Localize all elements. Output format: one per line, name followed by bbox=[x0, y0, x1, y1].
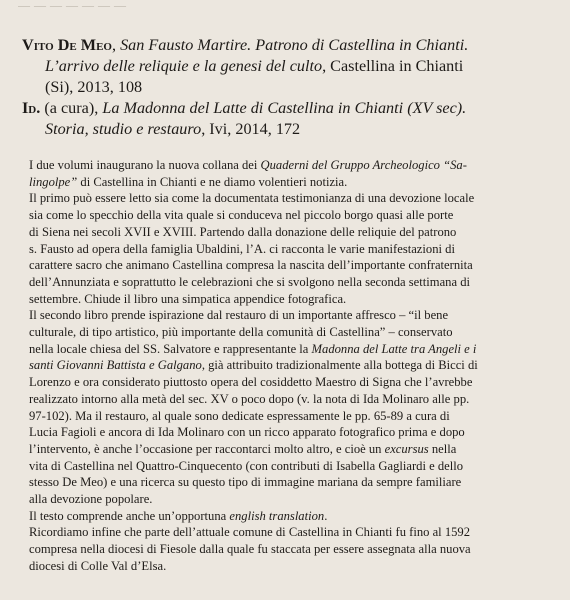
review-line bbox=[29, 541, 549, 558]
review-line bbox=[29, 424, 549, 441]
review-plain-text: realizzato intorno alla metà del sec. XV o poco dopo (v. la nota di Ida Molinaro alle pp. bbox=[29, 391, 470, 406]
review-plain-text: dell’Annunziata e soprattutto le celebrazioni che si svolgono nella seconda settimana di bbox=[29, 274, 470, 289]
review-plain-text: di Siena nei secoli XVII e XVIII. Partendo dalla donazione delle reliquie del patrono bbox=[29, 224, 457, 239]
reference-author: Vito De Meo bbox=[22, 36, 112, 54]
review-plain-text: culturale, di tipo artistico, più importante della comunità di Castellina” – conservato bbox=[29, 325, 453, 340]
reference-title: La Madonna del Latte di Castellina in Chianti (XV sec). bbox=[102, 99, 467, 117]
reference-publication: , Ivi, 2014, 172 bbox=[201, 120, 301, 138]
review-line bbox=[29, 190, 549, 207]
review-plain-text: carattere sacro che animano Castellina compresa la nascita dell’importante confraternita bbox=[29, 258, 473, 273]
review-plain-text: 97-102). Ma il restauro, al quale sono dedicate espressamente le pp. 65-89 a cura di bbox=[29, 408, 450, 423]
review-italic-text: lingolpe” bbox=[29, 174, 78, 189]
reference-author: Id. bbox=[22, 99, 41, 117]
reference-subtitle: Storia, studio e restauro bbox=[45, 120, 202, 138]
review-italic-text: Quaderni del Gruppo Archeologico “Sa- bbox=[260, 158, 467, 172]
review-plain-text: Ricordiamo infine che parte dell’attuale comune di Castellina in Chianti fu fino al 1592 bbox=[29, 525, 471, 540]
review-plain-text: vita di Castellina nel Quattro-Cinquecento (con contributi di Isabella Gagliardi e dello bbox=[29, 458, 464, 473]
review-italic-text: excursus bbox=[384, 441, 429, 456]
reference-publication: , Castellina in Chianti bbox=[322, 57, 464, 75]
review-italic-text: english translation bbox=[229, 508, 325, 523]
review-line bbox=[29, 508, 549, 525]
reference-subtitle: L’arrivo delle reliquie e la genesi del culto bbox=[45, 57, 323, 75]
review-line bbox=[29, 307, 549, 324]
review-text bbox=[29, 157, 549, 575]
review-plain-text: l’intervento, è anche l’occasione per raccontarci molto altro, e cioè un bbox=[29, 441, 385, 456]
review-line bbox=[29, 207, 549, 224]
reference-separator: , bbox=[111, 36, 117, 54]
reference-title-line2 bbox=[22, 56, 562, 77]
review-line bbox=[29, 274, 549, 291]
review-line bbox=[29, 458, 549, 475]
review-plain-text: sia come lo specchio della vita quale si conduceva nel piccolo borgo quasi alle porte bbox=[29, 208, 454, 223]
review-plain-text: Lucia Fagioli e ancora di Ida Molinaro con un ricco apparato fotografico prima e dopo bbox=[29, 425, 465, 440]
reference-title: San Fausto Martire. Patrono di Castellina in Chianti. bbox=[120, 36, 469, 54]
review-line bbox=[29, 157, 549, 174]
review-line bbox=[29, 241, 549, 258]
review-line bbox=[29, 391, 549, 408]
review-line bbox=[29, 491, 549, 508]
faded-header-text: — — — — — — — bbox=[18, 0, 127, 10]
review-line bbox=[29, 174, 549, 191]
review-line bbox=[29, 224, 549, 241]
review-line bbox=[29, 357, 549, 374]
review-plain-text: diocesi di Colle Val d’Elsa. bbox=[29, 558, 167, 573]
review-plain-text: s. Fausto ad opera della famiglia Ubaldini, l’A. ci racconta le varie manifestazioni di bbox=[29, 241, 455, 256]
reference-editor: (a cura), bbox=[40, 99, 103, 117]
review-line bbox=[29, 558, 549, 575]
reference-title-line2 bbox=[22, 119, 562, 140]
review-line bbox=[29, 524, 549, 541]
review-plain-text: nella locale chiesa del SS. Salvatore e rappresentante la bbox=[29, 341, 312, 356]
review-line bbox=[29, 374, 549, 391]
review-line bbox=[29, 408, 549, 425]
review-plain-text: settembre. Chiude il libro una simpatica appendice fotografica. bbox=[29, 291, 347, 306]
review-line bbox=[29, 441, 549, 458]
review-plain-text: . bbox=[324, 508, 328, 523]
review-plain-text: stesso De Meo) e una ricerca su questo tipo di immagine mariana da sempre familiare bbox=[29, 475, 462, 490]
review-plain-text: , già attribuito tradizionalmente alla bottega di Bicci di bbox=[201, 358, 478, 373]
review-plain-text: I due volumi inaugurano la nuova collana dei bbox=[29, 158, 261, 172]
review-line bbox=[29, 324, 549, 341]
review-plain-text: compresa nella diocesi di Fiesole dalla quale fu staccata per essere assegnata alla nuova bbox=[29, 542, 471, 557]
bibliographic-reference-1 bbox=[22, 35, 562, 98]
review-italic-text: santi Giovanni Battista e Galgano bbox=[29, 358, 202, 373]
review-italic-text: Madonna del Latte tra Angeli e i bbox=[311, 341, 477, 356]
review-line bbox=[29, 291, 549, 308]
review-plain-text: nella bbox=[428, 441, 457, 456]
review-plain-text: Il secondo libro prende ispirazione dal restauro di un importante affresco – “il bene bbox=[29, 308, 449, 323]
reference-publication-line: (Si), 2013, 108 bbox=[45, 78, 143, 96]
review-line bbox=[29, 474, 549, 491]
review-plain-text: alla devozione popolare. bbox=[29, 492, 153, 507]
review-line bbox=[29, 341, 549, 358]
bibliographic-reference-2 bbox=[22, 98, 562, 140]
review-plain-text: Il primo può essere letto sia come la documentata testimonianza di una devozione locale bbox=[29, 191, 475, 206]
review-plain-text: Il testo comprende anche un’opportuna bbox=[29, 508, 230, 523]
review-line bbox=[29, 257, 549, 274]
review-plain-text: Lorenzo e ora considerato piuttosto opera del cosiddetto Maestro di Signa che l’avrebbe bbox=[29, 375, 473, 390]
review-plain-text: di Castellina in Chianti e ne diamo volentieri notizia. bbox=[77, 174, 348, 189]
